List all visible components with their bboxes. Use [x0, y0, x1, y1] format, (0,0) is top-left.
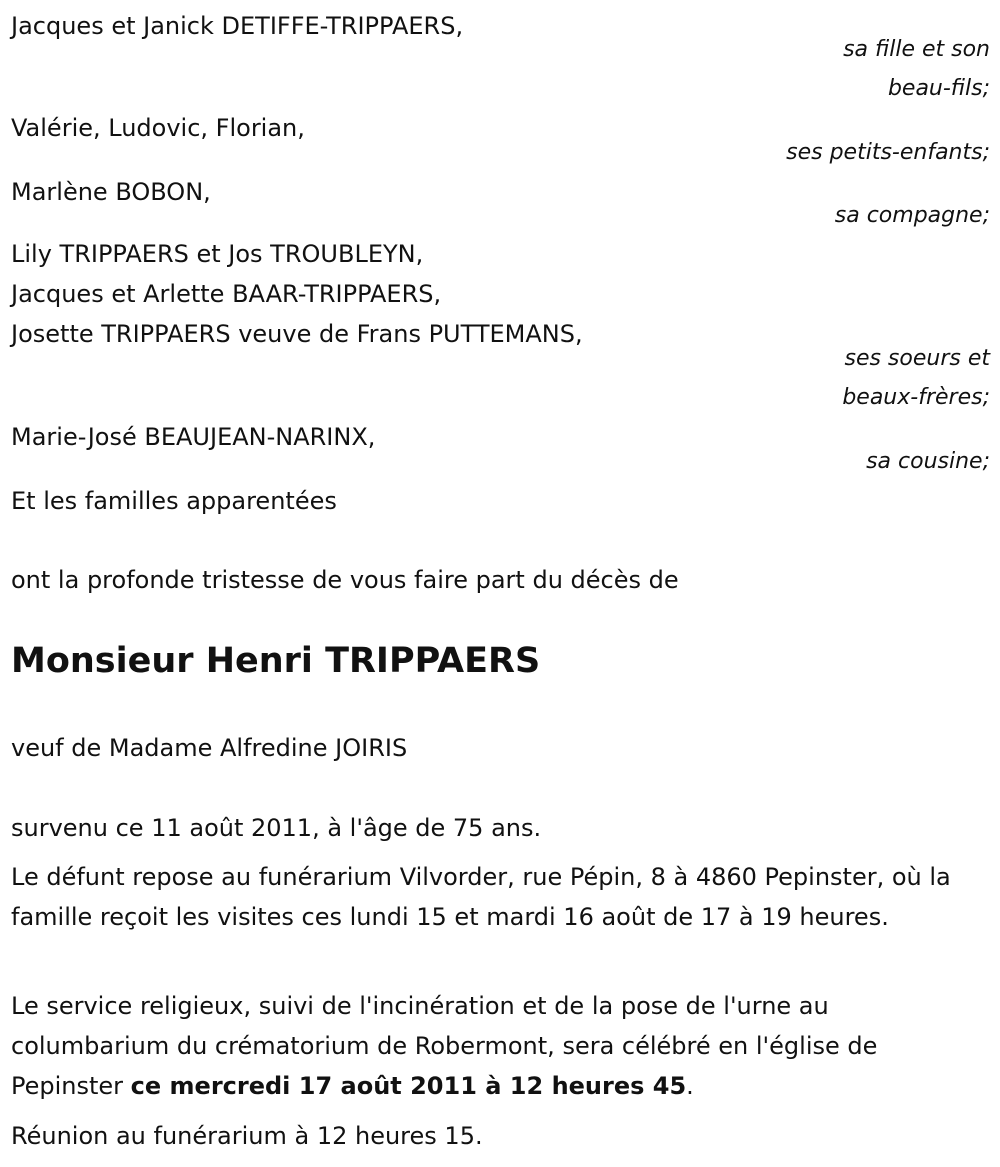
relation-label: ses soeurs et: [844, 346, 990, 371]
relation-label: beaux-frères;: [842, 385, 990, 410]
deceased-name: Monsieur Henri TRIPPAERS: [11, 641, 541, 681]
family-name-line: Jacques et Janick DETIFFE-TRIPPAERS,: [11, 12, 464, 40]
family-name-line: Valérie, Ludovic, Florian,: [11, 114, 305, 142]
family-name-line: Jacques et Arlette BAAR-TRIPPAERS,: [11, 280, 442, 308]
related-families-line: Et les familles apparentées: [11, 487, 337, 515]
service-paragraph: [11, 986, 986, 1106]
family-name-line: Lily TRIPPAERS et Jos TROUBLEYN,: [11, 240, 424, 268]
relation-label: beau-fils;: [887, 76, 990, 101]
service-end: .: [686, 1072, 694, 1100]
relation-label: sa cousine;: [866, 449, 990, 474]
relation-label: ses petits-enfants;: [786, 140, 990, 165]
family-name-line: Marlène BOBON,: [11, 178, 211, 206]
announcement-intro: ont la profonde tristesse de vous faire part du décès de: [11, 566, 679, 594]
service-date: ce mercredi 17 août 2011 à 12 heures 45: [130, 1072, 687, 1100]
relation-label: sa fille et son: [843, 37, 990, 62]
family-name-line: Marie-José BEAUJEAN-NARINX,: [11, 423, 376, 451]
family-name-line: Josette TRIPPAERS veuve de Frans PUTTEMANS,: [11, 320, 583, 348]
widower-line: veuf de Madame Alfredine JOIRIS: [11, 734, 408, 762]
death-date-line: survenu ce 11 août 2011, à l'âge de 75 ans.: [11, 814, 542, 842]
relation-label: sa compagne;: [834, 203, 990, 228]
repose-paragraph: Le défunt repose au funérarium Vilvorder, rue Pépin, 8 à 4860 Pepinster, où la famille reçoit les visites ces lundi 15 et mardi 16 août de 17 à 19 heures.: [11, 863, 951, 931]
reunion-paragraph: Réunion au funérarium à 12 heures 15.: [11, 1122, 483, 1150]
service-text: Le service religieux, suivi de l'incinération et de la pose de l'urne au columbarium du crématorium de Robermont, sera célébré en l'église de Pepinster: [11, 992, 878, 1100]
